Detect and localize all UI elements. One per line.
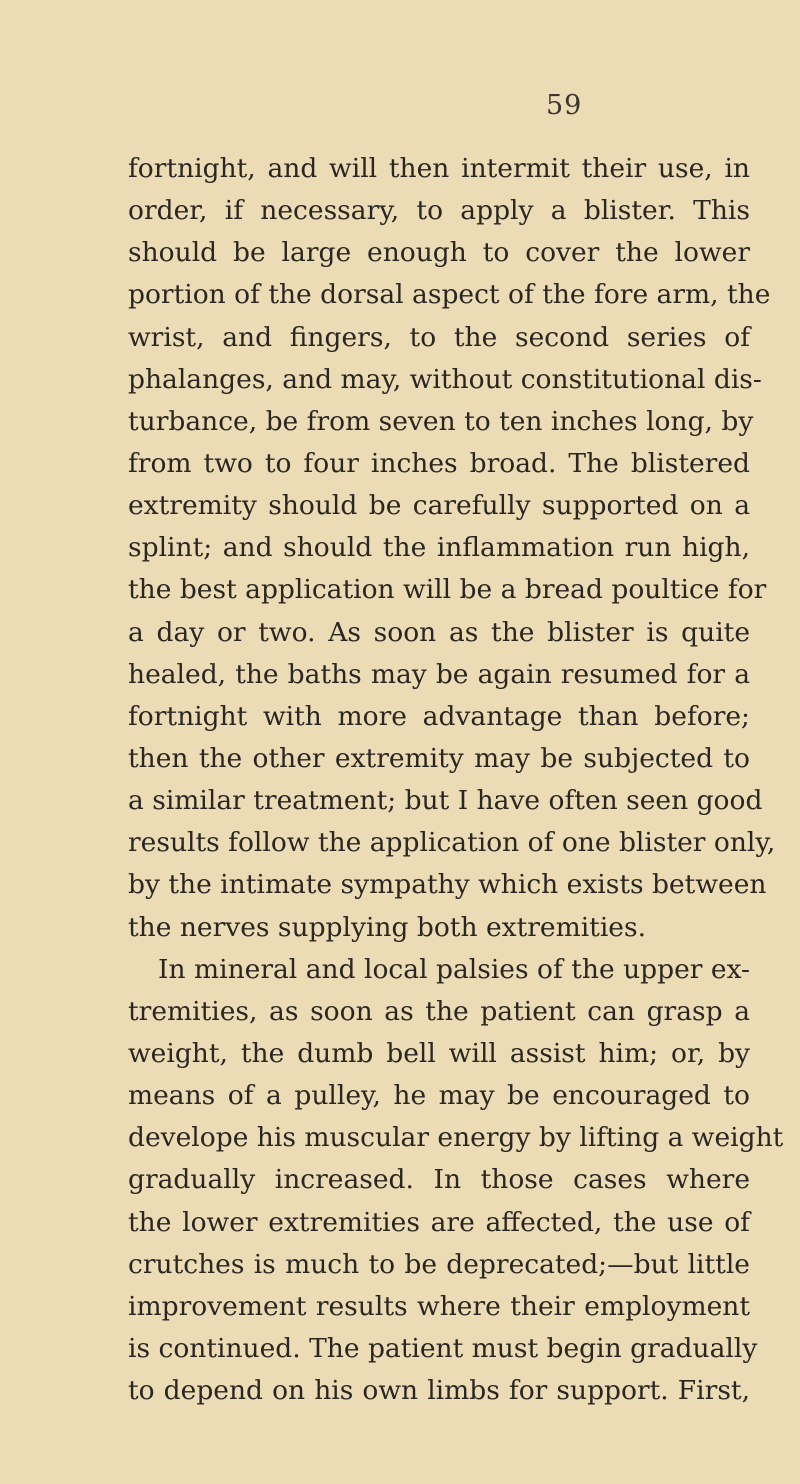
text-line: healed, the baths may be again resumed for a bbox=[128, 658, 750, 690]
text-line: results follow the application of one blister only, bbox=[128, 827, 776, 859]
text-line: a similar treatment; but I have often seen good bbox=[128, 785, 763, 817]
body-text bbox=[128, 148, 784, 1412]
text-line: should be large enough to cover the lower bbox=[128, 237, 750, 269]
text-line: is continued. The patient must begin gradually bbox=[128, 1332, 758, 1364]
text-line: by the intimate sympathy which exists between bbox=[128, 869, 767, 901]
text-line: fortnight with more advantage than before; bbox=[128, 700, 750, 732]
text-line: gradually increased. In those cases where bbox=[128, 1164, 750, 1196]
paragraph-start-line: In mineral and local palsies of the upper ex- bbox=[158, 953, 750, 985]
text-line: splint; and should the inflammation run high, bbox=[128, 532, 750, 564]
text-line: the lower extremities are affected, the use of bbox=[128, 1206, 750, 1238]
text-line: from two to four inches broad. The blistered bbox=[128, 447, 750, 479]
text-line: portion of the dorsal aspect of the fore arm, the bbox=[128, 279, 771, 311]
text-line: extremity should be carefully supported on a bbox=[128, 490, 750, 522]
text-line: a day or two. As soon as the blister is quite bbox=[128, 616, 750, 648]
text-line: to depend on his own limbs for support. First, bbox=[128, 1375, 750, 1407]
text-line: fortnight, and will then intermit their use, in bbox=[128, 153, 750, 184]
text-line: improvement results where their employment bbox=[128, 1290, 750, 1322]
text-line: then the other extremity may be subjected to bbox=[128, 742, 750, 774]
text-line: wrist, and fingers, to the second series of bbox=[128, 321, 750, 353]
text-line: phalanges, and may, without constitutional dis- bbox=[128, 363, 762, 395]
text-line: weight, the dumb bell will assist him; or, by bbox=[128, 1037, 750, 1069]
text-line: order, if necessary, to apply a blister. This bbox=[128, 195, 750, 227]
text-line: the nerves supplying both extremities. bbox=[128, 911, 647, 943]
page-number: 59 bbox=[546, 90, 583, 121]
text-line: crutches is much to be deprecated;—but little bbox=[128, 1248, 750, 1280]
text-line: the best application will be a bread poultice for bbox=[128, 574, 767, 606]
text-line: turbance, be from seven to ten inches long, by bbox=[128, 405, 754, 437]
text-line: develope his muscular energy by lifting a weight bbox=[128, 1122, 784, 1154]
text-line: means of a pulley, he may be encouraged to bbox=[128, 1080, 750, 1112]
text-line: tremities, as soon as the patient can grasp a bbox=[128, 995, 750, 1027]
